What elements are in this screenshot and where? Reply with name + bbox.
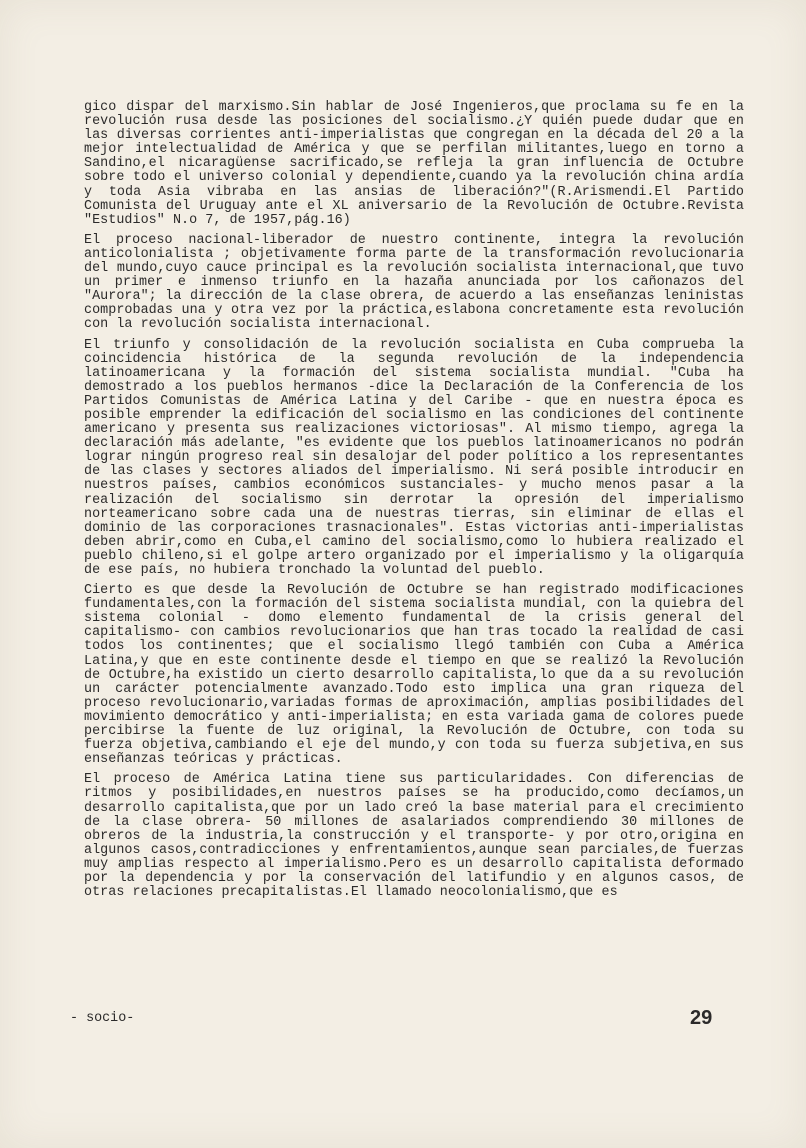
body-text — [84, 101, 744, 906]
page-footer — [70, 1007, 730, 1035]
paragraph: El triunfo y consolidación de la revolución socialista en Cuba comprueba la coincidencia histórica de la segunda revolución de la independencia latinoamericana y la formación del sistema socialista mundial. "Cuba ha demostrado a los pueblos hermanos -dice la Declaración de la Conferencia de los Partidos Comunistas de América Latina y del Caribe - que en nuestra época es posible emprender la edificación del socialismo en las condiciones del continente americano y presenta sus realizaciones victoriosas". Al mismo tiempo, agrega la declaración más adelante, "es evidente que los pueblos latinoamericanos no podrán lograr ningún progreso real sin desalojar del poder político a los representantes de las clases y sectores aliados del imperialismo. Ni será posible introducir en nuestros países, cambios económicos sustanciales- y mucho menos pasar a la realización del socialismo sin derrotar la opresión del imperialismo norteamericano sobre cada una de nuestras tierras, sin eliminar de ellas el dominio de las corporaciones trasnacionales". Estas victorias anti-imperialistas deben abrir,como en Cuba,el camino del socialismo,como lo hubiera realizado el pueblo chileno,si el golpe artero organizado por el imperialismo y la oligarquía de ese país, no hubiera tronchado la voluntad del pueblo. — [84, 337, 744, 578]
paragraph: gico dispar del marxismo.Sin hablar de José Ingenieros,que proclama su fe en la revolución rusa desde las posiciones del socialismo.¿Y quién puede dudar que en las diversas corrientes anti-imperialistas que congregan en la década del 20 a la mejor intelectualidad de América y que se perfilan militantes,luego en torno a Sandino,el nicaragüense sacrificado,se refleja la gran influencia de Octubre sobre todo el universo colonial y dependiente,cuando ya la revolución china ardía y toda Asia vibraba en las ansias de liberación?"(R.Arismendi.El Partido Comunista del Uruguay ante el XL aniversario de la Revolución de Octubre.Revista "Estudios" N.o 7, de 1957,pág.16) — [84, 100, 744, 228]
continuation-word: - socio- — [70, 1011, 135, 1026]
paragraph: El proceso nacional-liberador de nuestro continente, integra la revolución anticolonialista ; objetivamente forma parte de la transformación revolucionaria del mundo,cuyo cauce principal es la revolución socialista internacional,que tuvo un primer e inmenso triunfo en la hazaña anunciada por los cañonazos del "Aurora"; la dirección de la clase obrera, de acuerdo a las enseñanzas leninistas comprobadas una y otra vez por la práctica,eslabona concretamente esta revolución con la revolución socialista internacional. — [84, 232, 744, 333]
page-number: 29 — [690, 1007, 713, 1029]
paragraph: El proceso de América Latina tiene sus particularidades. Con diferencias de ritmos y posibilidades,en nuestros países se ha producido,como decíamos,un desarrollo capitalista,que por un lado creó la base material para el crecimiento de la clase obrera- 50 millones de asalariados comprendiendo 30 millones de obreros de la industria,la construcción y el transporte- y por otro,origina en algunos casos,contradicciones y enfrentamientos,aunque sean parciales,de fuerzas muy amplias respecto al imperialismo.Pero es un desarrollo capitalista deformado por la dependencia y por la conservación del latifundio y en algunos casos, de otras relaciones precapitalistas.El llamado neocolonialismo,que es — [84, 772, 744, 901]
paragraph: Cierto es que desde la Revolución de Octubre se han registrado modificaciones fundamentales,con la formación del sistema socialista mundial, con la quiebra del sistema colonial - domo elemento fundamental de la crisis general del capitalismo- con cambios revolucionarios que han tras tocado la realidad de casi todos los continentes; que el socialismo llegó también con Cuba a América Latina,y que en este continente desde el tiempo en que se realizó la Revolución de Octubre,ha existido un cierto desarrollo capitalista,lo que da a su revolución un carácter potencialmente avanzado.Todo esto implica una gran riqueza del proceso revolucionario,variadas formas de aproximación, amplias posibilidades del movimiento democrático y anti-imperialista; en esta variada gama de colores puede percibirse la fuente de luz original, la Revolución de Octubre, con toda su fuerza objetiva,cambiando el eje del mundo,y con toda su fuerza subjetiva,en sus enseñanzas teóricas y prácticas. — [84, 583, 744, 768]
